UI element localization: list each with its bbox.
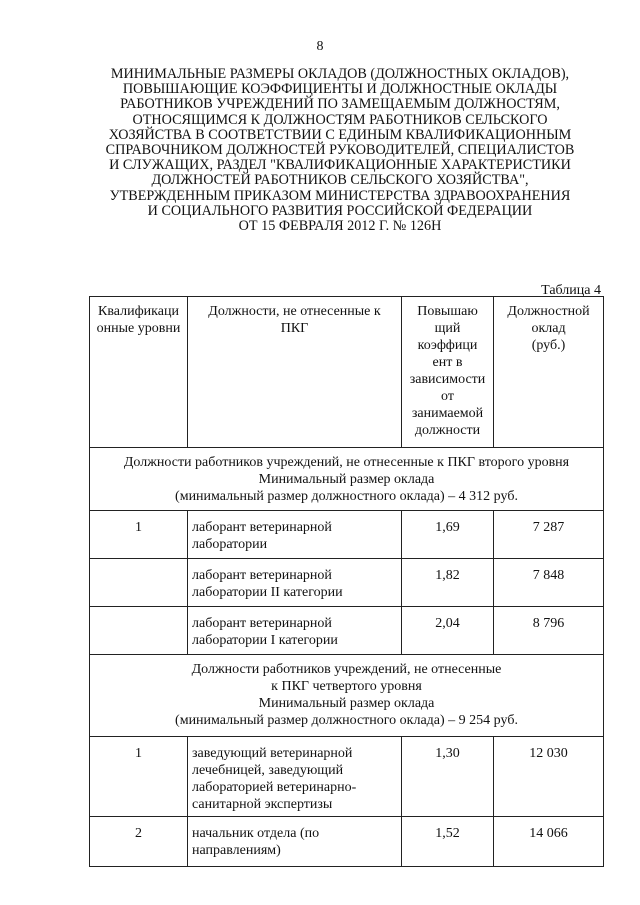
table-row [90, 607, 604, 655]
section-header-row [90, 448, 604, 511]
position-cell: лаборант ветеринарной лаборатории I категории [188, 607, 402, 655]
page-number: 8 [316, 39, 324, 54]
header-coefficient: Повышаю щий коэффици ент в зависимости от занимаемой должности [402, 297, 494, 448]
table-row [90, 817, 604, 867]
level-cell: 1 [90, 737, 188, 817]
coefficient-cell: 1,82 [402, 559, 494, 607]
table-row [90, 737, 604, 817]
section-header: Должности работников учреждений, не отнесенные к ПКГ второго уровня Минимальный размер оклада (минимальный размер должностного оклада) – 4 312 руб. [90, 448, 604, 511]
header-position: Должности, не отнесенные к ПКГ [188, 297, 402, 448]
table-row [90, 559, 604, 607]
table-header-row [90, 297, 604, 448]
salary-cell: 12 030 [494, 737, 604, 817]
position-cell: заведующий ветеринарной лечебницей, заведующий лабораторией ветеринарно-санитарной экспертизы [188, 737, 402, 817]
table-row [90, 511, 604, 559]
position-cell: лаборант ветеринарной лаборатории [188, 511, 402, 559]
section-header-row [90, 655, 604, 737]
salary-table [89, 296, 604, 867]
level-cell: 1 [90, 511, 188, 559]
coefficient-cell: 2,04 [402, 607, 494, 655]
position-cell: начальник отдела (по направлениям) [188, 817, 402, 867]
salary-cell: 7 287 [494, 511, 604, 559]
header-qualification-level: Квалификаци онные уровни [90, 297, 188, 448]
level-cell: 2 [90, 817, 188, 867]
coefficient-cell: 1,69 [402, 511, 494, 559]
table-label: Таблица 4 [541, 283, 601, 298]
level-cell [90, 607, 188, 655]
position-cell: лаборант ветеринарной лаборатории II категории [188, 559, 402, 607]
level-cell [90, 559, 188, 607]
salary-cell: 8 796 [494, 607, 604, 655]
header-salary: Должностной оклад (руб.) [494, 297, 604, 448]
salary-cell: 14 066 [494, 817, 604, 867]
coefficient-cell: 1,52 [402, 817, 494, 867]
section-header: Должности работников учреждений, не отнесенные к ПКГ четвертого уровня Минимальный размер оклада (минимальный размер должностного оклада) – 9 254 руб. [90, 655, 604, 737]
coefficient-cell: 1,30 [402, 737, 494, 817]
document-title: МИНИМАЛЬНЫЕ РАЗМЕРЫ ОКЛАДОВ (ДОЛЖНОСТНЫХ ОКЛАДОВ), ПОВЫШАЮЩИЕ КОЭФФИЦИЕНТЫ И ДОЛЖНОСТНЫЕ ОКЛАДЫ РАБОТНИКОВ УЧРЕЖДЕНИЙ ПО ЗАМЕЩАЕМЫМ ДОЛЖНОСТЯМ, ОТНОСЯЩИМСЯ К ДОЛЖНОСТЯМ РАБОТНИКОВ СЕЛЬСКОГО ХОЗЯЙСТВА В СООТВЕТСТВИИ С ЕДИНЫМ КВАЛИФИКАЦИОННЫМ СПРАВОЧНИКОМ ДОЛЖНОСТЕЙ РУКОВОДИТЕЛЕЙ, СПЕЦИАЛИСТОВ И СЛУЖАЩИХ, РАЗДЕЛ "КВАЛИФИКАЦИОННЫЕ ХАРАКТЕРИСТИКИ ДОЛЖНОСТЕЙ РАБОТНИКОВ СЕЛЬСКОГО ХОЗЯЙСТВА", УТВЕРЖДЕННЫМ ПРИКАЗОМ МИНИСТЕРСТВА ЗДРАВООХРАНЕНИЯ И СОЦИАЛЬНОГО РАЗВИТИЯ РОССИЙСКОЙ ФЕДЕРАЦИИ ОТ 15 ФЕВРАЛЯ 2012 Г. № 126Н [105, 66, 575, 235]
salary-cell: 7 848 [494, 559, 604, 607]
